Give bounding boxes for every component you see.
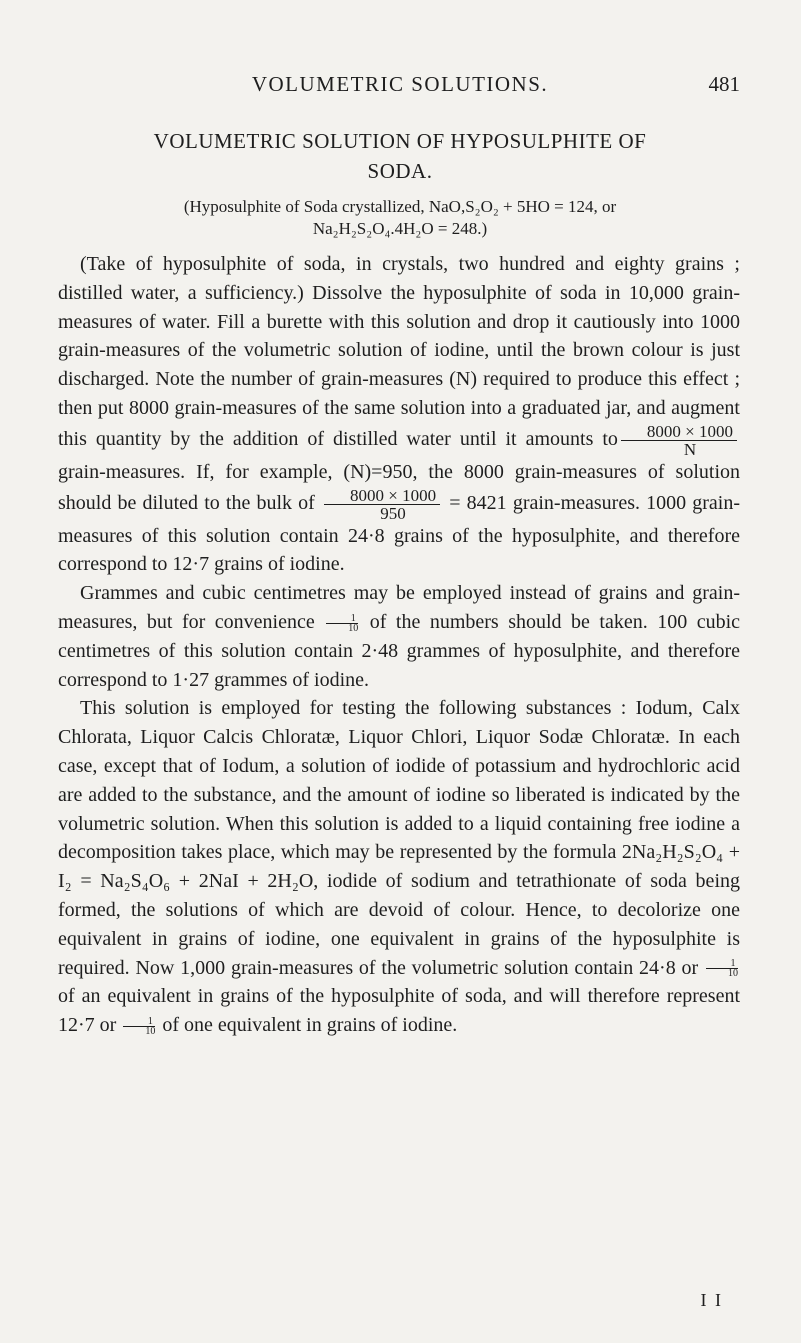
running-head [60, 72, 740, 104]
fraction-denominator: 10 [348, 622, 359, 634]
running-head-title: VOLUMETRIC SOLUTIONS. [251, 72, 549, 96]
paragraph-metric-units [58, 579, 740, 694]
fraction-denominator: 10 [145, 1026, 156, 1038]
fraction-numerator: 8000 × 1000 [324, 487, 440, 505]
paragraph-2-text-a: Grammes and cubic centimetres may be employed instead of grains and grain-measures, but for convenience [58, 582, 740, 633]
page-number: 481 [708, 72, 740, 96]
section-title-line-2: SODA. [367, 159, 433, 183]
paragraph-1-text-c: = 8421 grain-measures. 1000 grain-measures of this solution contain 24·8 grains of the hyposulphite, and therefore correspond to 12·7 grains of iodine. [58, 491, 741, 576]
body-text [58, 250, 740, 1040]
fraction-dilution-formula [621, 423, 737, 458]
fraction-denominator: N [683, 439, 697, 459]
signature-mark: I I [700, 1290, 723, 1310]
paragraph-1-text-a: (Take of hyposulphite of soda, in crystals, two hundred and eighty grains ; distilled water, a sufficiency.) Dissolve the hyposulphite of soda in 10,000 grain-measures of water. Fill a burette with this solution and drop it cautiously into 1000 grain-measures of the volumetric solution of iodine, until the brown colour is just discharged. Note the number of grain-measures (N) required to produce this effect ; then put 8000 grain-measures of the same solution into a graduated jar, and augment this quantity by the addition of distilled water until it amounts to [58, 253, 740, 450]
formula-note [60, 196, 740, 240]
fraction-one-tenth [706, 959, 738, 978]
paragraph-preparation [58, 250, 740, 579]
fraction-denominator: 950 [380, 503, 406, 523]
formula-note-line-1: (Hyposulphite of Soda crystallized, NaO,S₂O₂ + 5HO = 124, or [183, 197, 617, 216]
fraction-dilution-example [324, 487, 440, 522]
fraction-numerator: 1 [326, 614, 358, 624]
fraction-one-tenth [326, 614, 358, 633]
fraction-denominator: 10 [728, 968, 738, 980]
formula-note-line-2: Na₂H₂S₂O₄.4H₂O = 248.) [312, 219, 488, 238]
paragraph-3-text-c: of one equivalent in grains of iodine. [162, 1014, 458, 1037]
section-title-line-1: VOLUMETRIC SOLUTION OF HYPOSULPHITE OF [153, 129, 647, 153]
paragraph-usage [58, 694, 740, 1040]
section-title [60, 126, 740, 186]
fraction-numerator: 8000 × 1000 [621, 423, 737, 441]
paragraph-3-text-b: of an equivalent in grains of the hyposulphite of soda, and will therefore represent 12·7 or [58, 985, 740, 1037]
paragraph-2-text-b: of the numbers should be taken. 100 cubic centimetres of this solution contain 2·48 grammes of hyposulphite, and therefore correspond to 1·27 grammes of iodine. [58, 610, 741, 691]
fraction-numerator: 1 [706, 959, 738, 969]
fraction-one-tenth [123, 1017, 155, 1036]
paragraph-1-text-b: grain-measures. If, for example, (N)=950, the 8000 grain-measures of solution should be diluted to the bulk of [58, 460, 740, 514]
paragraph-3-text-a: This solution is employed for testing the following substances : Iodum, Calx Chlorata, Liquor Calcis Chloratæ, Liquor Chlori, Liquor Sodæ Chloratæ. In each case, except that of Iodum, a solution of iodide of potassium and hydrochloric acid are added to the substance, and the amount of iodine so liberated is indicated by the volumetric solution. When this solution is added to a liquid containing free iodine a decomposition takes place, which may be represented by the formula 2Na₂H₂S₂O₄ + I₂ = Na₂S₄O₆ + 2NaI + 2H₂O, iodide of sodium and tetrathionate of soda being formed, the solutions of which are devoid of colour. Hence, to decolorize one equivalent in grains of iodine, one equivalent in grains of the hyposulphite is required. Now 1,000 grain-measures of the volumetric solution contain 24·8 or [58, 697, 740, 979]
fraction-numerator: 1 [123, 1017, 155, 1027]
